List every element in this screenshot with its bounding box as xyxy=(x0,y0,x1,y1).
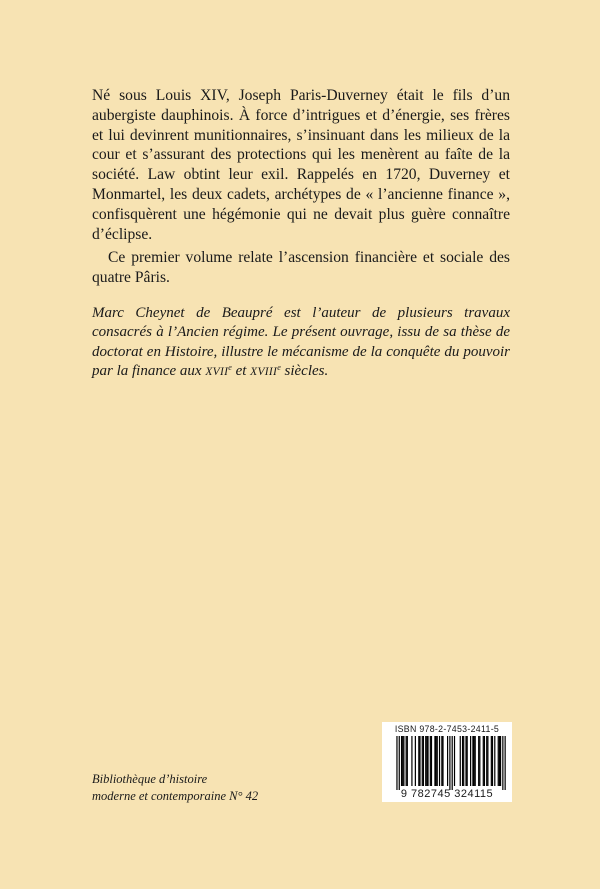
barcode-bar xyxy=(415,736,416,786)
barcode-bar xyxy=(411,736,412,786)
barcode-bar xyxy=(419,736,420,786)
series-info xyxy=(92,771,352,804)
barcode-bar xyxy=(467,736,468,786)
barcode-bar xyxy=(407,736,408,786)
barcode-bar xyxy=(434,736,435,786)
barcode-bar xyxy=(473,736,474,786)
barcode-bar xyxy=(431,736,432,786)
blurb-paragraph-1: Né sous Louis XIV, Joseph Paris-Duverney était le fils d’un aubergiste dauphinois. À force d’intrigues et d’énergie, ses frères et lui devinrent munitionnaires, s’insinuant dans les milieux de la cour et s’assurant des protections qui les menèrent au faîte de la société. Law obtint leur exil. Rappelés en 1720, Duverney et Monmartel, les deux cadets, archétypes de « l’ancienne finance », confisquèrent une hégémonie qui ne devait plus guère connaître d’éclipse. xyxy=(92,87,510,243)
barcode-graphic xyxy=(386,736,508,790)
barcode-bar xyxy=(500,736,501,786)
barcode-bar xyxy=(399,736,400,790)
barcode-bar xyxy=(483,736,484,786)
barcode-bar xyxy=(472,736,473,786)
isbn-label: ISBN 978-2-7453-2411-5 xyxy=(394,724,500,734)
century-17-suffix: e xyxy=(228,363,232,373)
author-note-text: Marc Cheynet de Beaupré est l’auteur de plusieurs travaux consacrés à l’Ancien régime. Le présent ouvrage, issu de sa thèse de doctorat en Histoire, illustre le mécanisme de la conquête du pouvoir par la finance aux xyxy=(92,305,510,380)
century-17: XVII xyxy=(205,366,229,379)
barcode-bar xyxy=(447,736,448,786)
barcode-bar xyxy=(462,736,463,786)
barcode-bar xyxy=(435,736,436,786)
barcode-bar xyxy=(406,736,407,786)
barcode-bar xyxy=(499,736,500,786)
barcode-bar xyxy=(422,736,423,786)
barcode-bar xyxy=(486,736,487,786)
barcode-bar xyxy=(426,736,427,786)
barcode-bar xyxy=(449,736,450,790)
barcode-bar xyxy=(441,736,442,786)
barcode-bar xyxy=(454,736,455,786)
barcode-block xyxy=(382,722,512,802)
century-18: XVIII xyxy=(250,366,278,379)
series-line-2: moderne et contemporaine N° 42 xyxy=(92,788,259,803)
barcode-bar xyxy=(465,736,466,786)
back-cover-blurb xyxy=(92,86,510,288)
series-line-1: Bibliothèque d’histoire xyxy=(92,772,208,786)
barcode-bar xyxy=(492,736,493,786)
author-note-end: siècles. xyxy=(284,363,329,380)
barcode-bars xyxy=(386,736,508,790)
barcode-bar xyxy=(401,736,402,786)
barcode-bar xyxy=(463,736,464,786)
barcode-bar xyxy=(505,736,506,790)
barcode-bar xyxy=(475,736,476,786)
barcode-bar xyxy=(430,736,431,786)
barcode-bar xyxy=(484,736,485,786)
barcode-bar xyxy=(491,736,492,786)
barcode-bar xyxy=(460,736,461,786)
barcode-bar xyxy=(437,736,438,786)
barcode-bar xyxy=(402,736,403,786)
barcode-bar xyxy=(470,736,471,786)
barcode-bar xyxy=(494,736,495,786)
barcode-bar xyxy=(423,736,424,786)
barcode-bar xyxy=(498,736,499,786)
blurb-paragraph-2: Ce premier volume relate l’ascension financière et sociale des quatre Pâris. xyxy=(92,249,510,287)
barcode-bar xyxy=(479,736,480,786)
author-note-and: et xyxy=(235,363,247,380)
barcode-bar xyxy=(425,736,426,786)
barcode-bar xyxy=(403,736,404,786)
barcode-bar xyxy=(502,736,503,790)
ean-digits: 9 782745 324115 xyxy=(400,788,494,800)
barcode-bar xyxy=(487,736,488,786)
barcode-bar xyxy=(452,736,453,790)
barcode-bar xyxy=(442,736,443,786)
author-note xyxy=(92,304,510,383)
barcode-bar xyxy=(427,736,428,786)
barcode-bar xyxy=(478,736,479,786)
barcode-bar xyxy=(396,736,397,790)
barcode-bar xyxy=(439,736,440,786)
barcode-bar xyxy=(418,736,419,786)
century-18-suffix: e xyxy=(277,363,281,373)
